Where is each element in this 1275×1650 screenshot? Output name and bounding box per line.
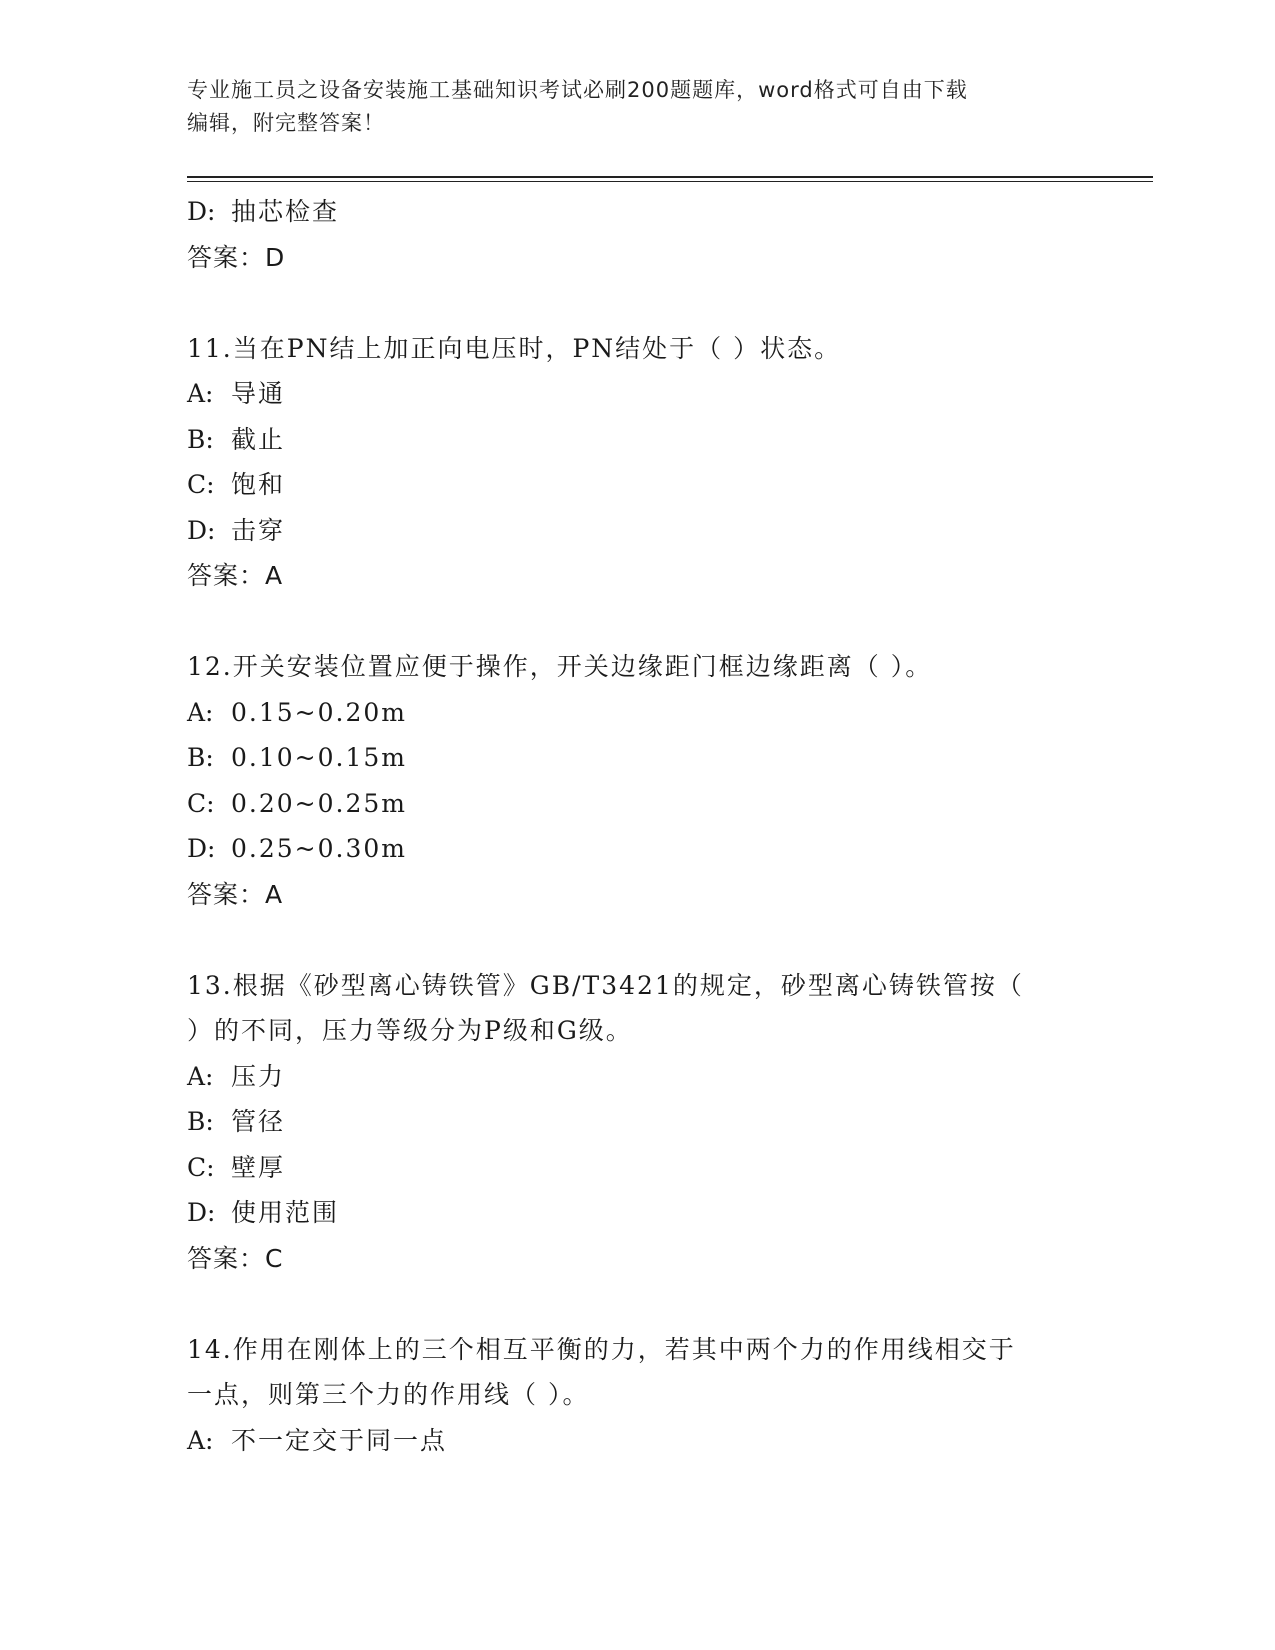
option-d: D: 抽芯检查: [187, 197, 340, 226]
answer: 答案：C: [187, 1243, 284, 1273]
question-block: [187, 644, 1087, 917]
answer: 答案：D: [187, 242, 286, 272]
question-block: [187, 326, 1087, 599]
option-c: C: 0.20~0.25m: [187, 788, 407, 818]
option-b: B: 截止: [187, 424, 286, 454]
header-line-2: 编辑，附完整答案！: [187, 111, 385, 135]
option-d: D: 击穿: [187, 515, 286, 545]
option-a: A: 0.15~0.20m: [187, 697, 407, 727]
question-text: 13.根据《砂型离心铸铁管》GB/T3421的规定，砂型离心铸铁管按（: [187, 970, 1024, 1000]
header-divider-thin: [187, 181, 1153, 182]
option-d: D: 使用范围: [187, 1198, 340, 1227]
answer: 答案：A: [187, 879, 284, 909]
question-text: 11.当在PN结上加正向电压时，PN结处于（ ）状态。: [187, 333, 842, 363]
option-a: A: 压力: [187, 1061, 286, 1091]
question-text-continued: 一点，则第三个力的作用线（ ）。: [187, 1380, 590, 1409]
option-c: C: 饱和: [187, 470, 286, 499]
option-d: D: 0.25~0.30m: [187, 834, 407, 863]
option-b: B: 0.10~0.15m: [187, 743, 407, 772]
question-list: [187, 189, 1087, 1463]
header-line-1: 专业施工员之设备安装施工基础知识考试必刷200题题库，word格式可自由下载: [187, 78, 968, 102]
option-a: A: 不一定交于同一点: [187, 1425, 448, 1455]
question-text: 12.开关安装位置应便于操作，开关边缘距门框边缘距离（ ）。: [187, 652, 933, 681]
option-b: B: 管径: [187, 1107, 286, 1136]
answer: 答案：A: [187, 561, 284, 590]
question-text-continued: ）的不同，压力等级分为P级和G级。: [187, 1016, 633, 1045]
option-c: C: 壁厚: [187, 1152, 286, 1182]
document-header: [187, 74, 1087, 140]
option-a: A: 导通: [187, 379, 286, 408]
question-block: [187, 1327, 1087, 1464]
question-text: 14.作用在刚体上的三个相互平衡的力，若其中两个力的作用线相交于: [187, 1334, 1016, 1364]
question-block: [187, 963, 1087, 1282]
header-divider: [187, 176, 1153, 178]
question-block: [187, 189, 1087, 280]
